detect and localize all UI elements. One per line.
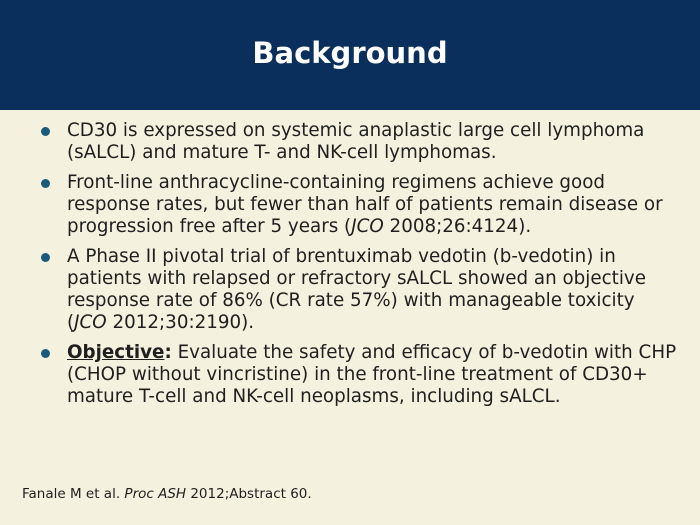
slide-title: Background — [252, 36, 448, 70]
bullet-item-cd30 — [0, 120, 700, 164]
objective-colon: : — [164, 342, 172, 363]
footnote-journal: Proc ASH — [124, 486, 187, 502]
citation-year: 2012;30:2190). — [106, 312, 255, 333]
slide-header — [0, 0, 700, 110]
objective-text: Evaluate the safety and efficacy of b-vedotin with CHP (CHOP without vincristine) in the front-line treatment of CD30+ mature T-cell and NK-cell neoplasms, including sALCL. — [67, 342, 677, 407]
bullet-item-objective — [0, 342, 700, 408]
bullet-text: CD30 is expressed on systemic anaplastic large cell lymphoma (sALCL) and mature T- and NK-cell lymphomas. — [67, 120, 645, 163]
bullet-dot-icon — [41, 253, 50, 262]
bullet-text: A Phase II pivotal trial of brentuximab vedotin (b-vedotin) in patients with relapsed or refractory sALCL showed an objective response rate of 86% (CR rate 57%) with manageable toxicity ( — [67, 246, 646, 333]
reference-footnote — [22, 486, 312, 502]
footnote-details: 2012;Abstract 60. — [186, 486, 312, 502]
bullet-list — [0, 120, 700, 416]
footnote-authors: Fanale M et al. — [22, 486, 125, 502]
bullet-item-phase2 — [0, 246, 700, 334]
bullet-dot-icon — [41, 127, 50, 136]
bullet-dot-icon — [41, 349, 50, 358]
bullet-dot-icon — [41, 179, 50, 188]
journal-citation: JCO — [74, 312, 107, 333]
citation-year: 2008;26:4124). — [383, 216, 532, 237]
bullet-item-frontline — [0, 172, 700, 238]
bullet-text: Front-line anthracycline-containing regimens achieve good response rates, but fewer than half of patients remain disease or progression free after 5 years ( — [67, 172, 663, 237]
objective-label: Objective — [67, 342, 165, 363]
journal-citation: JCO — [351, 216, 384, 237]
